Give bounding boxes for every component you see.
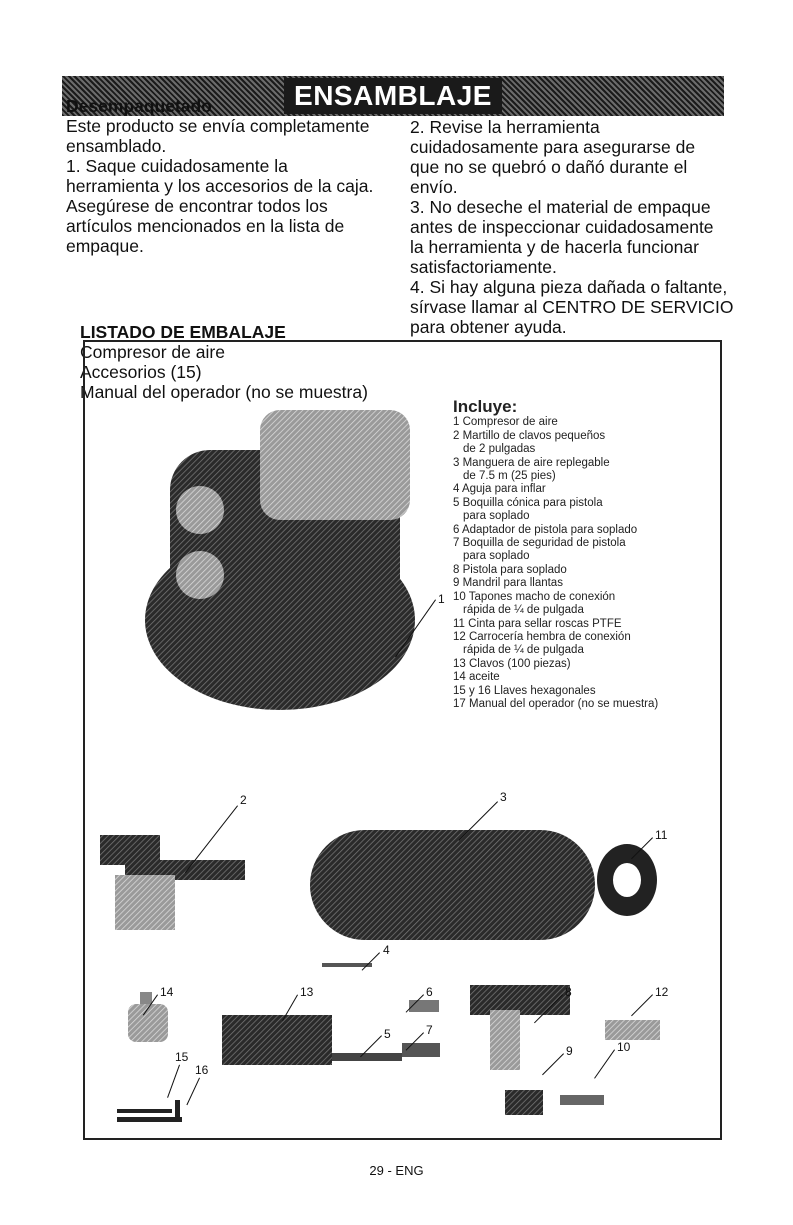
inflation-needle-illustration (320, 955, 380, 975)
callout-16: 16 (195, 1063, 209, 1077)
callout-10: 10 (617, 1040, 631, 1054)
unpacking-text-line: ensamblado. (66, 136, 167, 156)
unpacking-text-line: herramienta y los accesorios de la caja. (66, 176, 374, 196)
includes-item: 1 Compresor de aire (453, 416, 558, 429)
includes-item: 10 Tapones macho de conexión (453, 590, 616, 603)
callout-13: 13 (300, 985, 314, 999)
includes-item: 5 Boquilla cónica para pistola (453, 496, 603, 509)
quick-connect-plugs-illustration (555, 1085, 610, 1115)
includes-item: 7 Boquilla de seguridad de pistola (453, 537, 626, 550)
includes-item: de 7.5 m (25 pies) (463, 470, 556, 483)
callout-12: 12 (655, 985, 669, 999)
includes-item: 15 y 16 Llaves hexagonales (453, 684, 596, 697)
includes-item: 14 aceite (453, 671, 500, 684)
unpacking-text-line: 1. Saque cuidadosamente la (66, 156, 288, 176)
includes-item: 3 Manguera de aire replegable (453, 456, 610, 469)
inspection-text-line: 4. Si hay alguna pieza dañada o faltante, (410, 277, 728, 297)
includes-item: para soplado (463, 550, 530, 563)
includes-item: 4 Aguja para inflar (453, 483, 546, 496)
includes-item: rápida de ¼ de pulgada (463, 604, 584, 617)
packing-item: Compresor de aire (80, 342, 225, 362)
quick-coupler-illustration (600, 1010, 670, 1050)
callout-11: 11 (655, 828, 668, 842)
includes-item: para soplado (463, 510, 530, 523)
inspection-column (410, 117, 740, 337)
includes-item: 12 Carrocería hembra de conexión (453, 630, 631, 643)
inspection-text-line: envío. (410, 177, 458, 197)
packing-heading: LISTADO DE EMBALAJE (80, 322, 286, 342)
tire-chuck-illustration (500, 1080, 550, 1125)
includes-list (453, 397, 723, 711)
tapered-nozzle-illustration (330, 1045, 410, 1070)
inspection-text-line: la herramienta y de hacerla funcionar (410, 237, 699, 257)
coiled-hose-illustration (310, 825, 600, 945)
includes-item: rápida de ¼ de pulgada (463, 644, 584, 657)
callout-15: 15 (175, 1050, 189, 1064)
section-title: ENSAMBLAJE (284, 78, 502, 114)
unpacking-text-line: empaque. (66, 236, 144, 256)
inspection-text-line: que no se quebró o dañó durante el (410, 157, 688, 177)
unpacking-column (66, 96, 406, 256)
inspection-text-line: 2. Revise la herramienta (410, 117, 600, 137)
packing-item: Accesorios (15) (80, 362, 202, 382)
unpacking-heading: Desempaquetado (66, 96, 212, 116)
inspection-text-line: sírvase llamar al CENTRO DE SERVICIO (410, 297, 734, 317)
unpacking-text-line: Asegúrese de encontrar todos los (66, 196, 328, 216)
unpacking-text-line: artículos mencionados en la lista de (66, 216, 345, 236)
callout-4: 4 (383, 943, 390, 957)
callout-9: 9 (566, 1044, 573, 1058)
includes-item: 13 Clavos (100 piezas) (453, 657, 571, 670)
brad-nailer-illustration (95, 820, 270, 935)
includes-item: 11 Cinta para sellar roscas PTFE (453, 617, 622, 630)
inspection-text-line: cuidadosamente para asegurarse de (410, 137, 696, 157)
includes-item: 9 Mandril para llantas (453, 577, 563, 590)
inspection-text-line: 3. No deseche el material de empaque (410, 197, 711, 217)
includes-item: de 2 pulgadas (463, 443, 536, 456)
callout-6: 6 (426, 985, 433, 999)
callout-1: 1 (438, 592, 445, 606)
inspection-text-line: antes de inspeccionar cuidadosamente (410, 217, 714, 237)
callout-7: 7 (426, 1023, 433, 1037)
hex-keys-illustration (115, 1095, 195, 1130)
includes-item: 6 Adaptador de pistola para soplado (453, 523, 638, 536)
nails-illustration (220, 1005, 340, 1070)
ptfe-tape-illustration (595, 840, 665, 920)
inspection-text-line: para obtener ayuda. (410, 317, 567, 337)
callout-14: 14 (160, 985, 174, 999)
callout-2: 2 (240, 793, 247, 807)
callout-3: 3 (500, 790, 507, 804)
unpacking-text-line: Este producto se envía completamente (66, 116, 370, 136)
includes-title: Incluye: (453, 397, 518, 416)
page-number: 29 - ENG (369, 1163, 424, 1178)
includes-item: 2 Martillo de clavos pequeños (453, 429, 606, 442)
callout-8: 8 (565, 985, 572, 999)
packing-item: Manual del operador (no se muestra) (80, 382, 368, 402)
callout-5: 5 (384, 1027, 391, 1041)
includes-item: 17 Manual del operador (no se muestra) (453, 697, 659, 710)
inspection-text-line: satisfactoriamente. (410, 257, 557, 277)
includes-item: 8 Pistola para soplado (453, 563, 567, 576)
air-compressor-illustration (130, 390, 450, 710)
